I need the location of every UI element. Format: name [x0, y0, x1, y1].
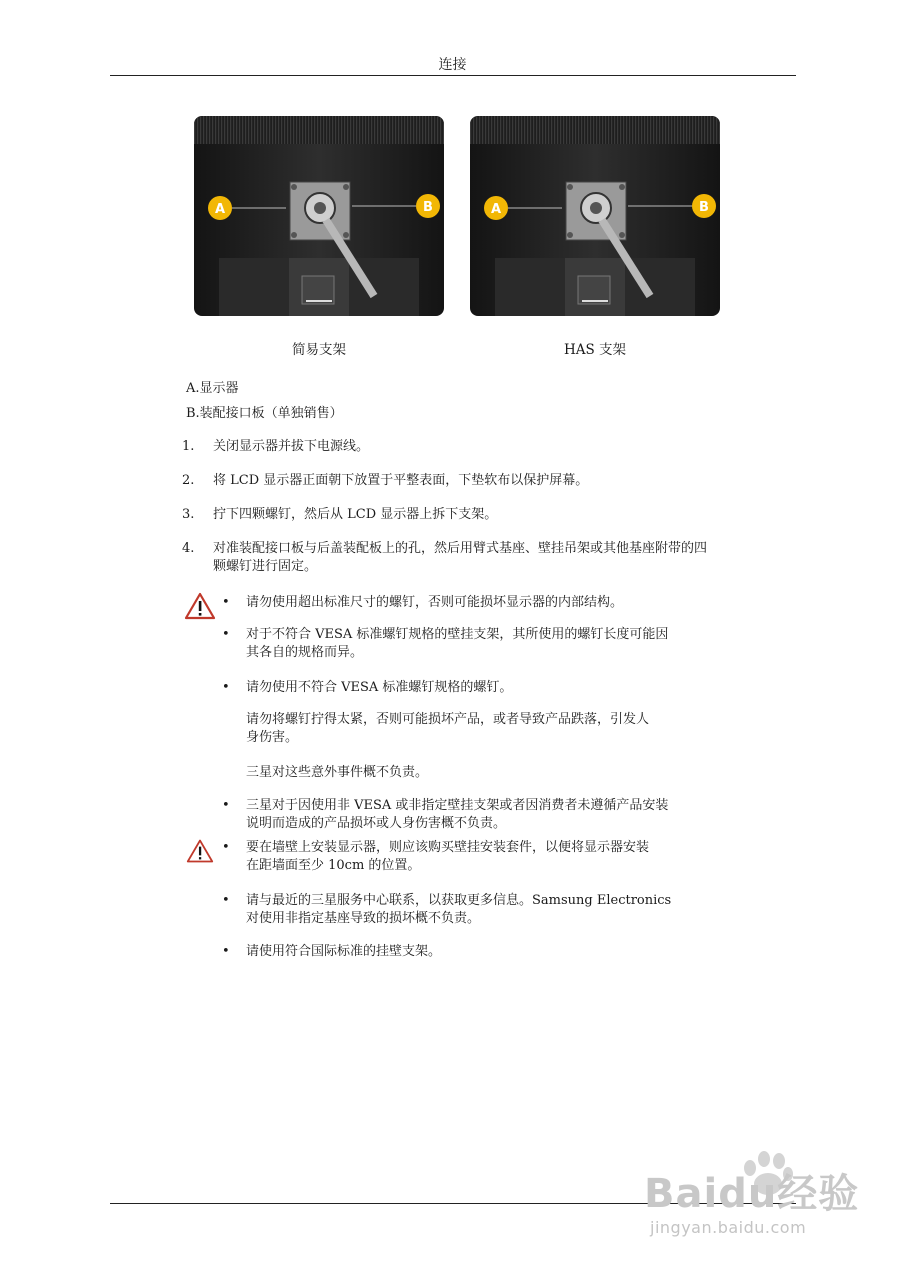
bullet-dot: • [222, 893, 230, 908]
monitor-back-figure-has-stand [470, 116, 720, 316]
step-text: 关闭显示器并拔下电源线。 [213, 439, 370, 454]
figure-caption-has-stand: HAS 支架 [563, 342, 627, 358]
caution-text-line: 请勿将螺钉拧得太紧，否则可能损坏产品，或者导致产品跌落，引发人 [246, 712, 650, 727]
step-text: 将 LCD 显示器正面朝下放置于平整表面，下垫软布以保护屏幕。 [213, 473, 589, 488]
caution-text-line: 三星对于因使用非 VESA 或非指定壁挂支架或者因消费者未遵循产品安装 [246, 798, 669, 813]
caution-paragraph: 三星对这些意外事件概不负责。 [246, 765, 429, 780]
caution-text-line: 在距墙面至少 10cm 的位置。 [246, 858, 421, 873]
monitor-back-figure-simple-stand [194, 116, 444, 316]
caution-text-line: 要在墙壁上安装显示器，则应该购买壁挂安装套件，以便将显示器安装 [246, 840, 650, 855]
caution-text-line: 身伤害。 [246, 730, 299, 745]
caution-text-line: 对使用非指定基座导致的损坏概不负责。 [246, 911, 481, 926]
caution-text-line: 说明而造成的产品损坏或人身伤害概不负责。 [246, 816, 507, 831]
bullet-dot: • [222, 798, 230, 813]
step-number: 1. [182, 439, 195, 454]
caution-paragraph [246, 711, 732, 747]
step-number: 2. [182, 473, 195, 488]
bullet-dot: • [222, 944, 230, 959]
header-rule [110, 75, 796, 76]
caution-text-line: 其各自的规格而异。 [246, 645, 364, 660]
warning-icon [184, 592, 216, 620]
bullet-dot: • [222, 840, 230, 855]
watermark-url: jingyan.baidu.com [650, 1218, 807, 1237]
step-number: 3. [182, 507, 195, 522]
baidu-watermark [640, 1150, 870, 1260]
step-text-line: 对准装配接口板与后盖装配板上的孔，然后用臂式基座、壁挂吊架或其他基座附带的四 [213, 541, 708, 556]
figure-caption-simple-stand: 简易支架 [292, 342, 346, 358]
step-number: 4. [182, 541, 195, 556]
watermark-logo: Baidu经验 [644, 1171, 860, 1217]
caution-text-line: 对于不符合 VESA 标准螺钉规格的壁挂支架，其所使用的螺钉长度可能因 [246, 627, 669, 642]
bullet-dot: • [222, 680, 230, 695]
step-text: 拧下四颗螺钉，然后从 LCD 显示器上拆下支架。 [213, 507, 498, 522]
marker-b-label: B [423, 200, 433, 215]
step-text-line: 颗螺钉进行固定。 [213, 559, 318, 574]
caution-text-line: 请与最近的三星服务中心联系，以获取更多信息。Samsung Electronics [246, 893, 672, 908]
bullet-dot: • [222, 595, 230, 610]
marker-b-label: B [699, 200, 709, 215]
caution-text: 请勿使用不符合 VESA 标准螺钉规格的螺钉。 [246, 680, 513, 695]
caution-text: 请勿使用超出标准尺寸的螺钉，否则可能损坏显示器的内部结构。 [246, 595, 624, 610]
bullet-dot: • [222, 627, 230, 642]
warning-icon [186, 838, 214, 864]
legend-item-a: A.显示器 [186, 381, 239, 396]
caution-text: 请使用符合国际标准的挂壁支架。 [246, 944, 442, 959]
marker-a-label: A [214, 202, 226, 217]
page-header-title: 连接 [438, 57, 467, 73]
marker-a-label: A [490, 202, 502, 217]
legend-item-b: B.装配接口板（单独销售） [186, 406, 343, 421]
